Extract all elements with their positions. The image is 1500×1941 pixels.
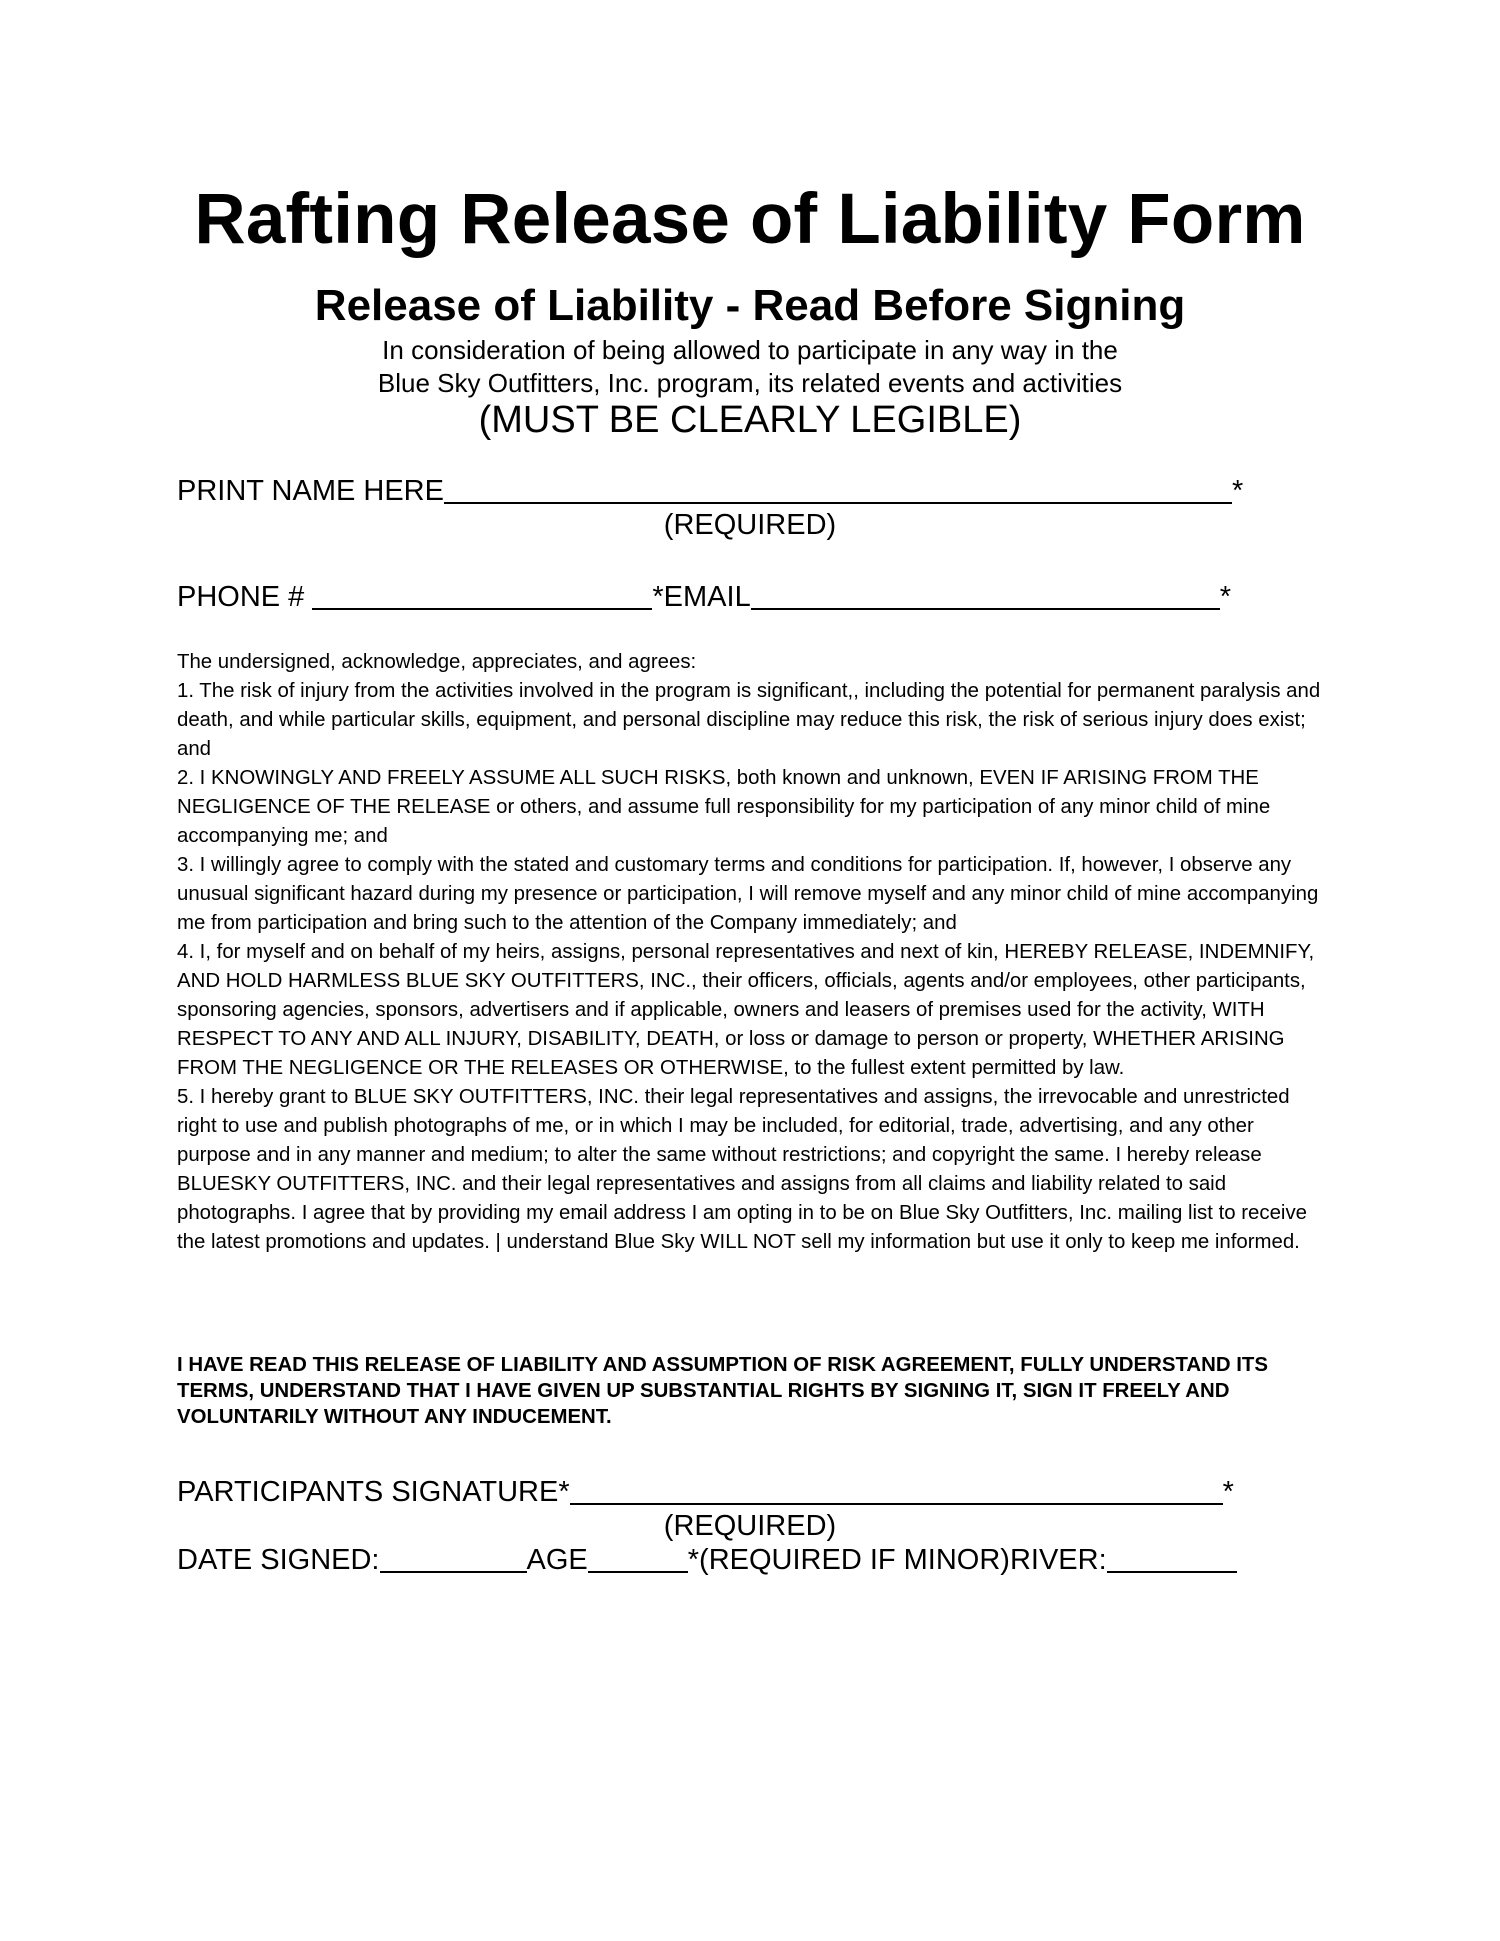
terms-item: 1. The risk of injury from the activities involved in the program is significant,, including the potential for permanent paralysis and death, and while particular skills, equipment, and personal discipline may reduce this risk, the risk of serious injury does exist; and	[177, 680, 1321, 760]
phone-email-row	[177, 579, 1327, 615]
terms-item: 4. I, for myself and on behalf of my heirs, assigns, personal representatives and next of kin, HEREBY RELEASE, INDEMNIFY, AND HOLD HARMLESS BLUE SKY OUTFITTERS, INC., their officers, officials, agents and/or employees, other participants, sponsoring agencies, sponsors, advertisers and if applicable, owners and leasers of premises used for the activity, WITH RESPECT TO ANY AND ALL INJURY, DISABILITY, DEATH, or loss or damage to person or property, WHETHER ARISING FROM THE NEGLIGENCE OR THE RELEASES OR OTHERWISE, to the fullest extent permitted by law.	[177, 941, 1315, 1079]
signature-required-note: (REQUIRED)	[663, 1510, 837, 1542]
legible-notice: (MUST BE CLEARLY LEGIBLE)	[478, 399, 1022, 441]
form-subtitle: Release of Liability - Read Before Signing	[314, 281, 1186, 330]
phone-field[interactable]	[312, 580, 652, 610]
terms-item: 3. I willingly agree to comply with the stated and customary terms and conditions for participation. If, however, I observe any unusual significant hazard during my presence or participation, I will remove myself and any minor child of mine accompanying me from participation and bring such to the attention of the Company immediately; and	[177, 854, 1319, 934]
form-title: Rafting Release of Liability Form	[194, 180, 1306, 259]
acknowledgement-declaration: I HAVE READ THIS RELEASE OF LIABILITY AND ASSUMPTION OF RISK AGREEMENT, FULLY UNDERSTAND ITS TERMS, UNDERSTAND THAT I HAVE GIVEN UP SUBSTANTIAL RIGHTS BY SIGNING IT, SIGN IT FREELY AND VOLUNTARILY WITHOUT ANY INDUCEMENT.	[177, 1354, 1268, 1428]
print-name-required-note: (REQUIRED)	[663, 509, 837, 541]
consideration-line-1: In consideration of being allowed to participate in any way in the	[382, 335, 1118, 365]
terms-section	[177, 648, 1327, 1257]
email-label: *EMAIL	[652, 581, 751, 613]
date-age-river-row	[177, 1542, 1327, 1578]
river-label: RIVER:	[1009, 1544, 1107, 1576]
terms-intro: The undersigned, acknowledge, appreciates, and agrees:	[177, 651, 697, 673]
age-field[interactable]	[588, 1543, 688, 1573]
email-asterisk: *	[1219, 581, 1232, 613]
consideration-statement	[0, 334, 1500, 400]
phone-label: PHONE #	[177, 581, 305, 613]
print-name-field[interactable]	[444, 474, 1232, 504]
river-field[interactable]	[1107, 1543, 1237, 1573]
date-signed-label: DATE SIGNED:	[177, 1544, 380, 1576]
age-label: AGE	[526, 1544, 588, 1576]
print-name-row	[177, 473, 1327, 509]
consideration-line-2: Blue Sky Outfitters, Inc. program, its related events and activities	[377, 368, 1123, 398]
date-signed-field[interactable]	[380, 1543, 527, 1573]
signature-asterisk: *	[1222, 1476, 1234, 1508]
signature-row	[177, 1474, 1327, 1510]
email-field[interactable]	[751, 580, 1220, 610]
minor-note: *(REQUIRED IF MINOR)	[687, 1544, 1010, 1576]
signature-label: PARTICIPANTS SIGNATURE*	[177, 1476, 570, 1508]
print-name-label: PRINT NAME HERE	[177, 475, 444, 507]
signature-field[interactable]	[570, 1475, 1223, 1505]
print-name-asterisk: *	[1231, 475, 1244, 507]
terms-item: 5. I hereby grant to BLUE SKY OUTFITTERS, INC. their legal representatives and assigns, the irrevocable and unrestricted right to use and publish photographs of me, or in which I may be included, for editorial, trade, advertising, and any other purpose and in any manner and medium; to alter the same without restrictions; and copyright the same. I hereby release BLUESKY OUTFITTERS, INC. and their legal representatives and assigns from all claims and liability related to said photographs. I agree that by providing my email address I am opting in to be on Blue Sky Outfitters, Inc. mailing list to receive the latest promotions and updates. | understand Blue Sky WILL NOT sell my information but use it only to keep me informed.	[177, 1086, 1307, 1253]
terms-item: 2. I KNOWINGLY AND FREELY ASSUME ALL SUCH RISKS, both known and unknown, EVEN IF ARISING FROM THE NEGLIGENCE OF THE RELEASE or others, and assume full responsibility for my participation of any minor child of mine accompanying me; and	[177, 767, 1271, 847]
